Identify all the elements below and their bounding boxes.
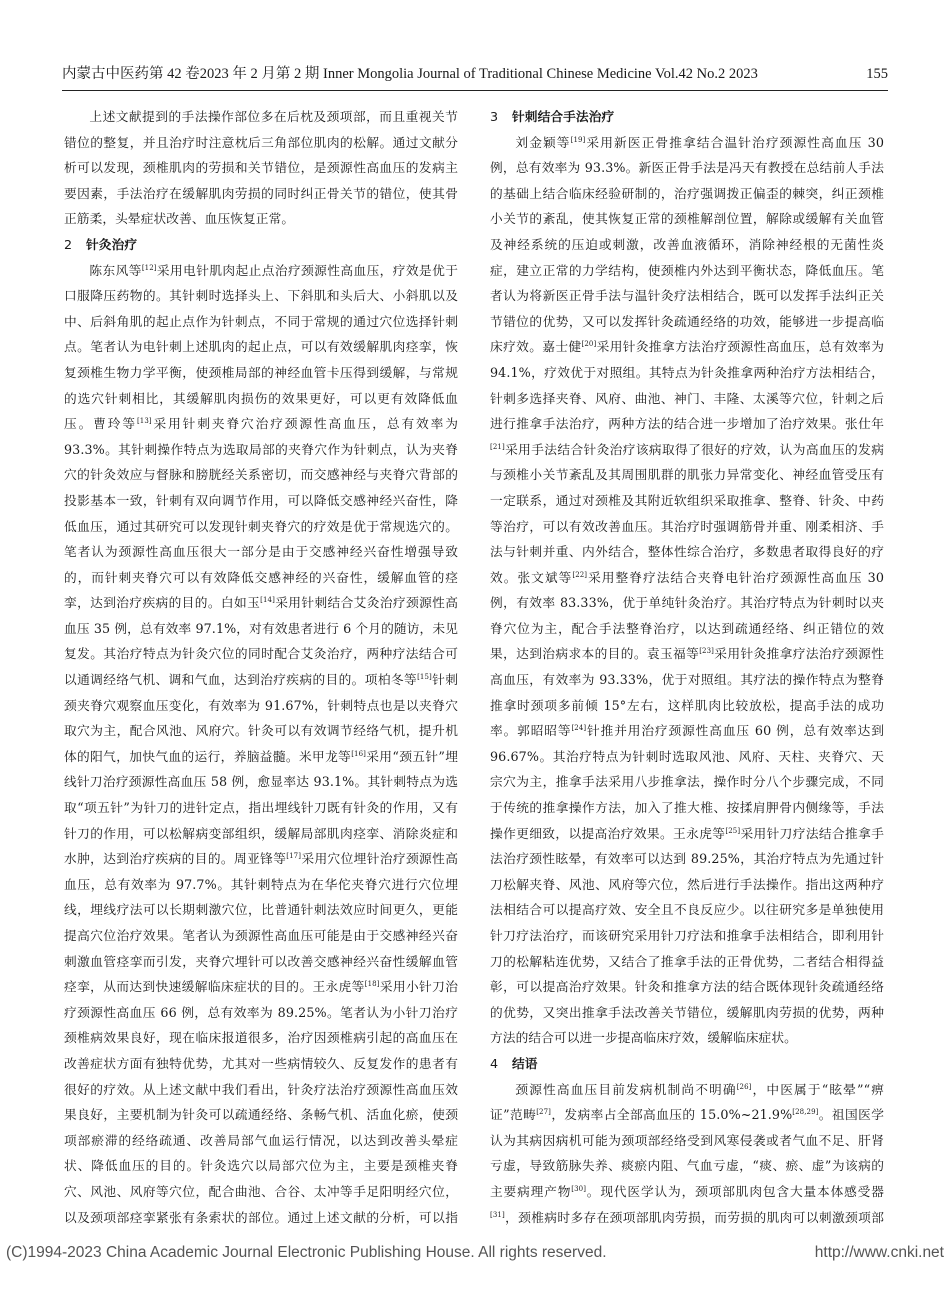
text-run: 采用小针刀治疗颈源性高血压 66 例，总有效率为 89.25%。笔者认为小针刀治疗颈椎病效果良好，现在临床报道很多，治疗因颈椎病引起的高血压在改善症状方面有独特优势，尤其对一些病情较久、反复发作的患者有很好的疗效。从上述文献中我们看出，针灸疗法治疗颈源性高血压效果良好，主要机制为针灸可以疏通经络、条畅气机、活血化瘀，使颈项部瘀滞的经络疏通、改善局部气血运行情况，以达到改善头晕症状、降低血压的目的。针灸选穴以局部穴位为主，主要是颈椎夹脊穴、风池、风府等穴位，配合曲池、合谷、太冲等手足阳明经穴位，以及颈项部痉挛紧张有条索状的部位。通过上述文献的分析，可以指	[64, 979, 458, 1225]
section-heading-acupuncture-manual	[490, 104, 884, 130]
copyright-text: (C)1994-2023 China Academic Journal Electronic Publishing House. All rights reserved.	[6, 1244, 607, 1261]
text-run: 采用新医正骨推拿结合温针治疗颈源性高血压 30 例，总有效率为 93.3%。新医正骨手法是冯天有教授在总结前人手法的基础上结合临床经验研制的，治疗强调拨正偏歪的棘突，纠正颈椎小关节的紊乱，使其恢复正常的颈椎解剖位置，解除或缓解有关血管及神经系统的压迫或刺激，改善血液循环，消除神经根的无菌性炎症，建立正常的力学结构，使颈椎内外达到平衡状态，降低血压。笔者认为将新医正骨手法与温针灸疗法相结合，既可以发挥手法纠正关节错位的优势，又可以发挥针灸疏通经络的功效，能够进一步提高临床疗效。嘉士健	[490, 134, 884, 355]
right-column	[490, 104, 884, 1226]
text-run: ，颈椎病时多存在颈项部肌肉劳损，而劳损的肌肉可以刺激颈项部	[504, 1209, 884, 1225]
paragraph-manual-therapy-summary: 上述文献提到的手法操作部位多在后枕及颈项部，而且重视关节错位的整复，并且治疗时注意枕后三角部位肌肉的松解。通过文献分析可以发现，颈椎肌肉的劳损和关节错位，是颈源性高血压的发病主要因素，手法治疗在缓解肌肉劳损的同时纠正骨关节的错位，使其骨正筋柔，头晕症状改善、血压恢复正常。	[64, 109, 458, 227]
header-rule	[62, 90, 888, 91]
text-run: 采用针刺夹脊穴治疗颈源性高血压，总有效率为 93.3%。其针刺操作特点为选取局部的夹脊穴作为针刺点，认为夹脊穴的针灸效应与督脉和膀胱经关系密切，而交感神经与夹脊穴背部的投影基本一致，针刺有双向调节作用，可以降低交感神经兴奋性，降低血压，通过其研究可以发现针刺夹脊穴的疗效是优于常规选穴的。笔者认为颈源性高血压很大一部分是由于交感神经兴奋性增强导致的，而针刺夹脊穴可以有效降低交感神经的兴奋性，缓解血管的痉挛，达到治疗疾病的目的。白如玉	[64, 416, 458, 611]
text-run: 采用针灸推拿疗法治疗颈源性高血压，有效率为 93.33%，优于对照组。其疗法的操作特点为整脊推拿时颈项多前倾 15°左右，这样肌肉比较放松，提高手法的成功率。郭昭昭等	[490, 646, 884, 739]
copyright-footer	[6, 1243, 944, 1263]
paragraph-acupuncture	[64, 258, 458, 1226]
citation-ref: [25]	[725, 826, 741, 835]
section-heading-conclusion	[490, 1051, 884, 1077]
text-run: 采用针刺结合艾灸治疗颈源性高血压 35 例，总有效率 97.1%，对有效患者进行 6 个月的随访，未见复发。其治疗特点为针灸穴位的同时配合艾灸治疗，两种疗法结合可以通调经络气机、调和气血，达到治疗疾病的目的。项柏冬等	[64, 595, 458, 688]
citation-ref: [28,29]	[792, 1108, 819, 1117]
text-run: 采用“颈五针”埋线针刀治疗颈源性高血压 58 例，愈显率达 93.1%。其针刺特点为选取“项五针”为针刀的进针定点，指出埋线针刀既有针灸的作用，又有针刀的作用，可以松解病变部组织，缓解局部肌肉痉挛、消除炎症和水肿，达到治疗疾病的目的。周亚锋等	[64, 748, 458, 867]
citation-ref: [21]	[490, 442, 505, 451]
text-run: 采用针刀疗法结合推拿手法治疗颈性眩晕，有效率可以达到 89.25%，其治疗特点为先通过针刀松解夹脊、风池、风府等穴位，然后进行手法操作。指出这两种疗法相结合可以提高疗效、安全且不良反应少。以往研究多是单独使用针刀疗法治疗，而该研究采用针刀疗法和推拿手法相结合，即利用针刀的松解粘连优势，又结合了推拿手法的正骨优势，二者结合相得益彰，可以提高治疗效果。针灸和推拿方法的结合既体现针灸疏通经络的优势，又突出推拿手法改善关节错位，缓解肌肉劳损的优势，两种方法的结合可以进一步提高临床疗效，缓解临床症状。	[490, 825, 884, 1046]
section-title: 结语	[512, 1055, 538, 1071]
text-run: 刘金颖等	[515, 134, 571, 150]
running-header	[62, 64, 888, 84]
text-run: ，中医属于“眩晕”“痹证”范畴	[490, 1081, 884, 1123]
section-number: 3	[490, 109, 499, 124]
text-run: 。现代医学认为，颈项部肌肉包含大量本体感受器	[586, 1183, 884, 1199]
paragraph-combined-therapy	[490, 130, 884, 1051]
text-run: 采用电针肌肉起止点治疗颈源性高血压，疗效是优于口服降压药物的。其针刺时选择头上、下斜肌和头后大、小斜肌以及中、后斜角肌的起止点作为针刺点，不同于常规的通过穴位选择针刺点。笔者认为电针刺上述肌肉的起止点，可以有效缓解肌肉痉挛，恢复颈椎生物力学平衡，使颈椎局部的神经血管卡压得到缓解，与常规的选穴针刺相比，其缓解肌肉损伤的效果更好，可以更有效降低血压。曹玲等	[64, 262, 458, 432]
citation-ref: [23]	[699, 647, 714, 656]
citation-ref: [13]	[136, 417, 152, 426]
citation-ref: [20]	[581, 340, 597, 349]
section-number: 2	[64, 236, 73, 252]
page-number: 155	[866, 66, 888, 82]
section-heading-acupuncture	[64, 232, 458, 258]
citation-ref: [24]	[571, 724, 587, 733]
text-run: 采用手法结合针灸治疗该病取得了很好的疗效，认为高血压的发病与颈椎小关节紊乱及其周围肌群的肌张力异常变化、神经血管受压有一定联系，通过对颈椎及其附近软组织采取推拿、整脊、针灸、中药等治疗，可以有效改善血压。其治疗时强调筋骨并重、刚柔相济、手法与针刺并重、内外结合，整体性综合治疗，多数患者取得良好的疗效。张文斌等	[490, 441, 884, 585]
text-run: 颈源性高血压目前发病机制尚不明确	[515, 1081, 737, 1097]
text-run: 采用针灸推拿方法治疗颈源性高血压，总有效率为 94.1%，疗效优于对照组。其特点为针灸推拿两种治疗方法相结合，针刺多选择夹脊、风府、曲池、神门、丰隆、太溪等穴位，针刺之后进行推拿手法治疗，两种方法的结合进一步增加了治疗效果。张仕年	[490, 339, 884, 432]
paragraph-conclusion	[490, 1077, 884, 1226]
citation-ref: [14]	[260, 596, 275, 605]
cnki-link[interactable]: http://www.cnki.net	[814, 1244, 944, 1261]
section-title: 针刺结合手法治疗	[512, 109, 615, 124]
citation-ref: [18]	[364, 980, 380, 989]
text-run: ，发病率占全部高血压的 15.0%~21.9%	[551, 1107, 793, 1123]
text-run: 采用整脊疗法结合夹脊电针治疗颈源性高血压 30 例，有效率 83.33%，优于单纯针灸治疗。其治疗特点为针刺时以夹脊穴位为主，配合手法整脊治疗，以达到疏通经络、纠正错位的效果，达到治病求本的目的。袁玉福等	[490, 569, 884, 662]
citation-ref: [22]	[572, 570, 588, 579]
section-title: 针灸治疗	[86, 236, 138, 252]
text-run: 陈东风等	[89, 262, 142, 278]
citation-ref: [15]	[417, 673, 432, 682]
text-run: 采用穴位埋针治疗颈源性高血压，总有效率为 97.7%。其针刺特点为在华佗夹脊穴进行穴位埋线，埋线疗法可以长期刺激穴位，比普通针刺法效应时间更久，更能提高穴位治疗效果。笔者认为颈源性高血压可能是由于交感神经兴奋刺激血管痉挛而引发，夹脊穴埋针可以改善交感神经兴奋性缓解血管痉挛，从而达到快速缓解临床症状的目的。王永虎等	[64, 851, 458, 995]
citation-ref: [17]	[286, 852, 302, 861]
text-run: 针推并用治疗颈源性高血压 60 例，总有效率达到 96.67%。其治疗特点为针刺时选取风池、风府、天柱、夹脊穴、天宗穴为主，推拿手法采用八步推拿法，操作时分八个步骤完成，不同于传统的推拿操作方法，加入了推大椎、按揉肩胛骨内侧缘等，手法操作更细致，以提高治疗效果。王永虎等	[490, 723, 884, 841]
citation-ref: [30]	[571, 1184, 587, 1193]
citation-ref: [19]	[570, 135, 586, 144]
journal-citation: 内蒙古中医药第 42 卷2023 年 2 月第 2 期 Inner Mongolia Journal of Traditional Chinese Medicine Vol.42 No.2 2023	[62, 66, 758, 82]
citation-ref: [27]	[536, 1108, 551, 1117]
section-number: 4	[490, 1055, 499, 1071]
citation-ref: [31]	[490, 1210, 505, 1219]
citation-ref: [12]	[141, 263, 157, 272]
text-run: 针刺颈夹脊穴观察血压变化，有效率为 91.67%，针刺特点也是以夹脊穴取穴为主，配合风池、风府穴。针灸可以有效调节经络气机，提升机体的阳气，加快气血的运行，养脑益髓。米甲龙等	[64, 672, 458, 764]
citation-ref: [26]	[736, 1082, 752, 1091]
citation-ref: [16]	[351, 749, 366, 758]
left-column	[64, 104, 458, 1226]
text-run: 。祖国医学认为其病因病机可能为颈项部经络受到风寒侵袭或者气血不足、肝肾亏虚，导致筋脉失养、痰瘀内阻、气血亏虚，“痰、瘀、虚”为该病的主要病理产物	[490, 1107, 884, 1199]
